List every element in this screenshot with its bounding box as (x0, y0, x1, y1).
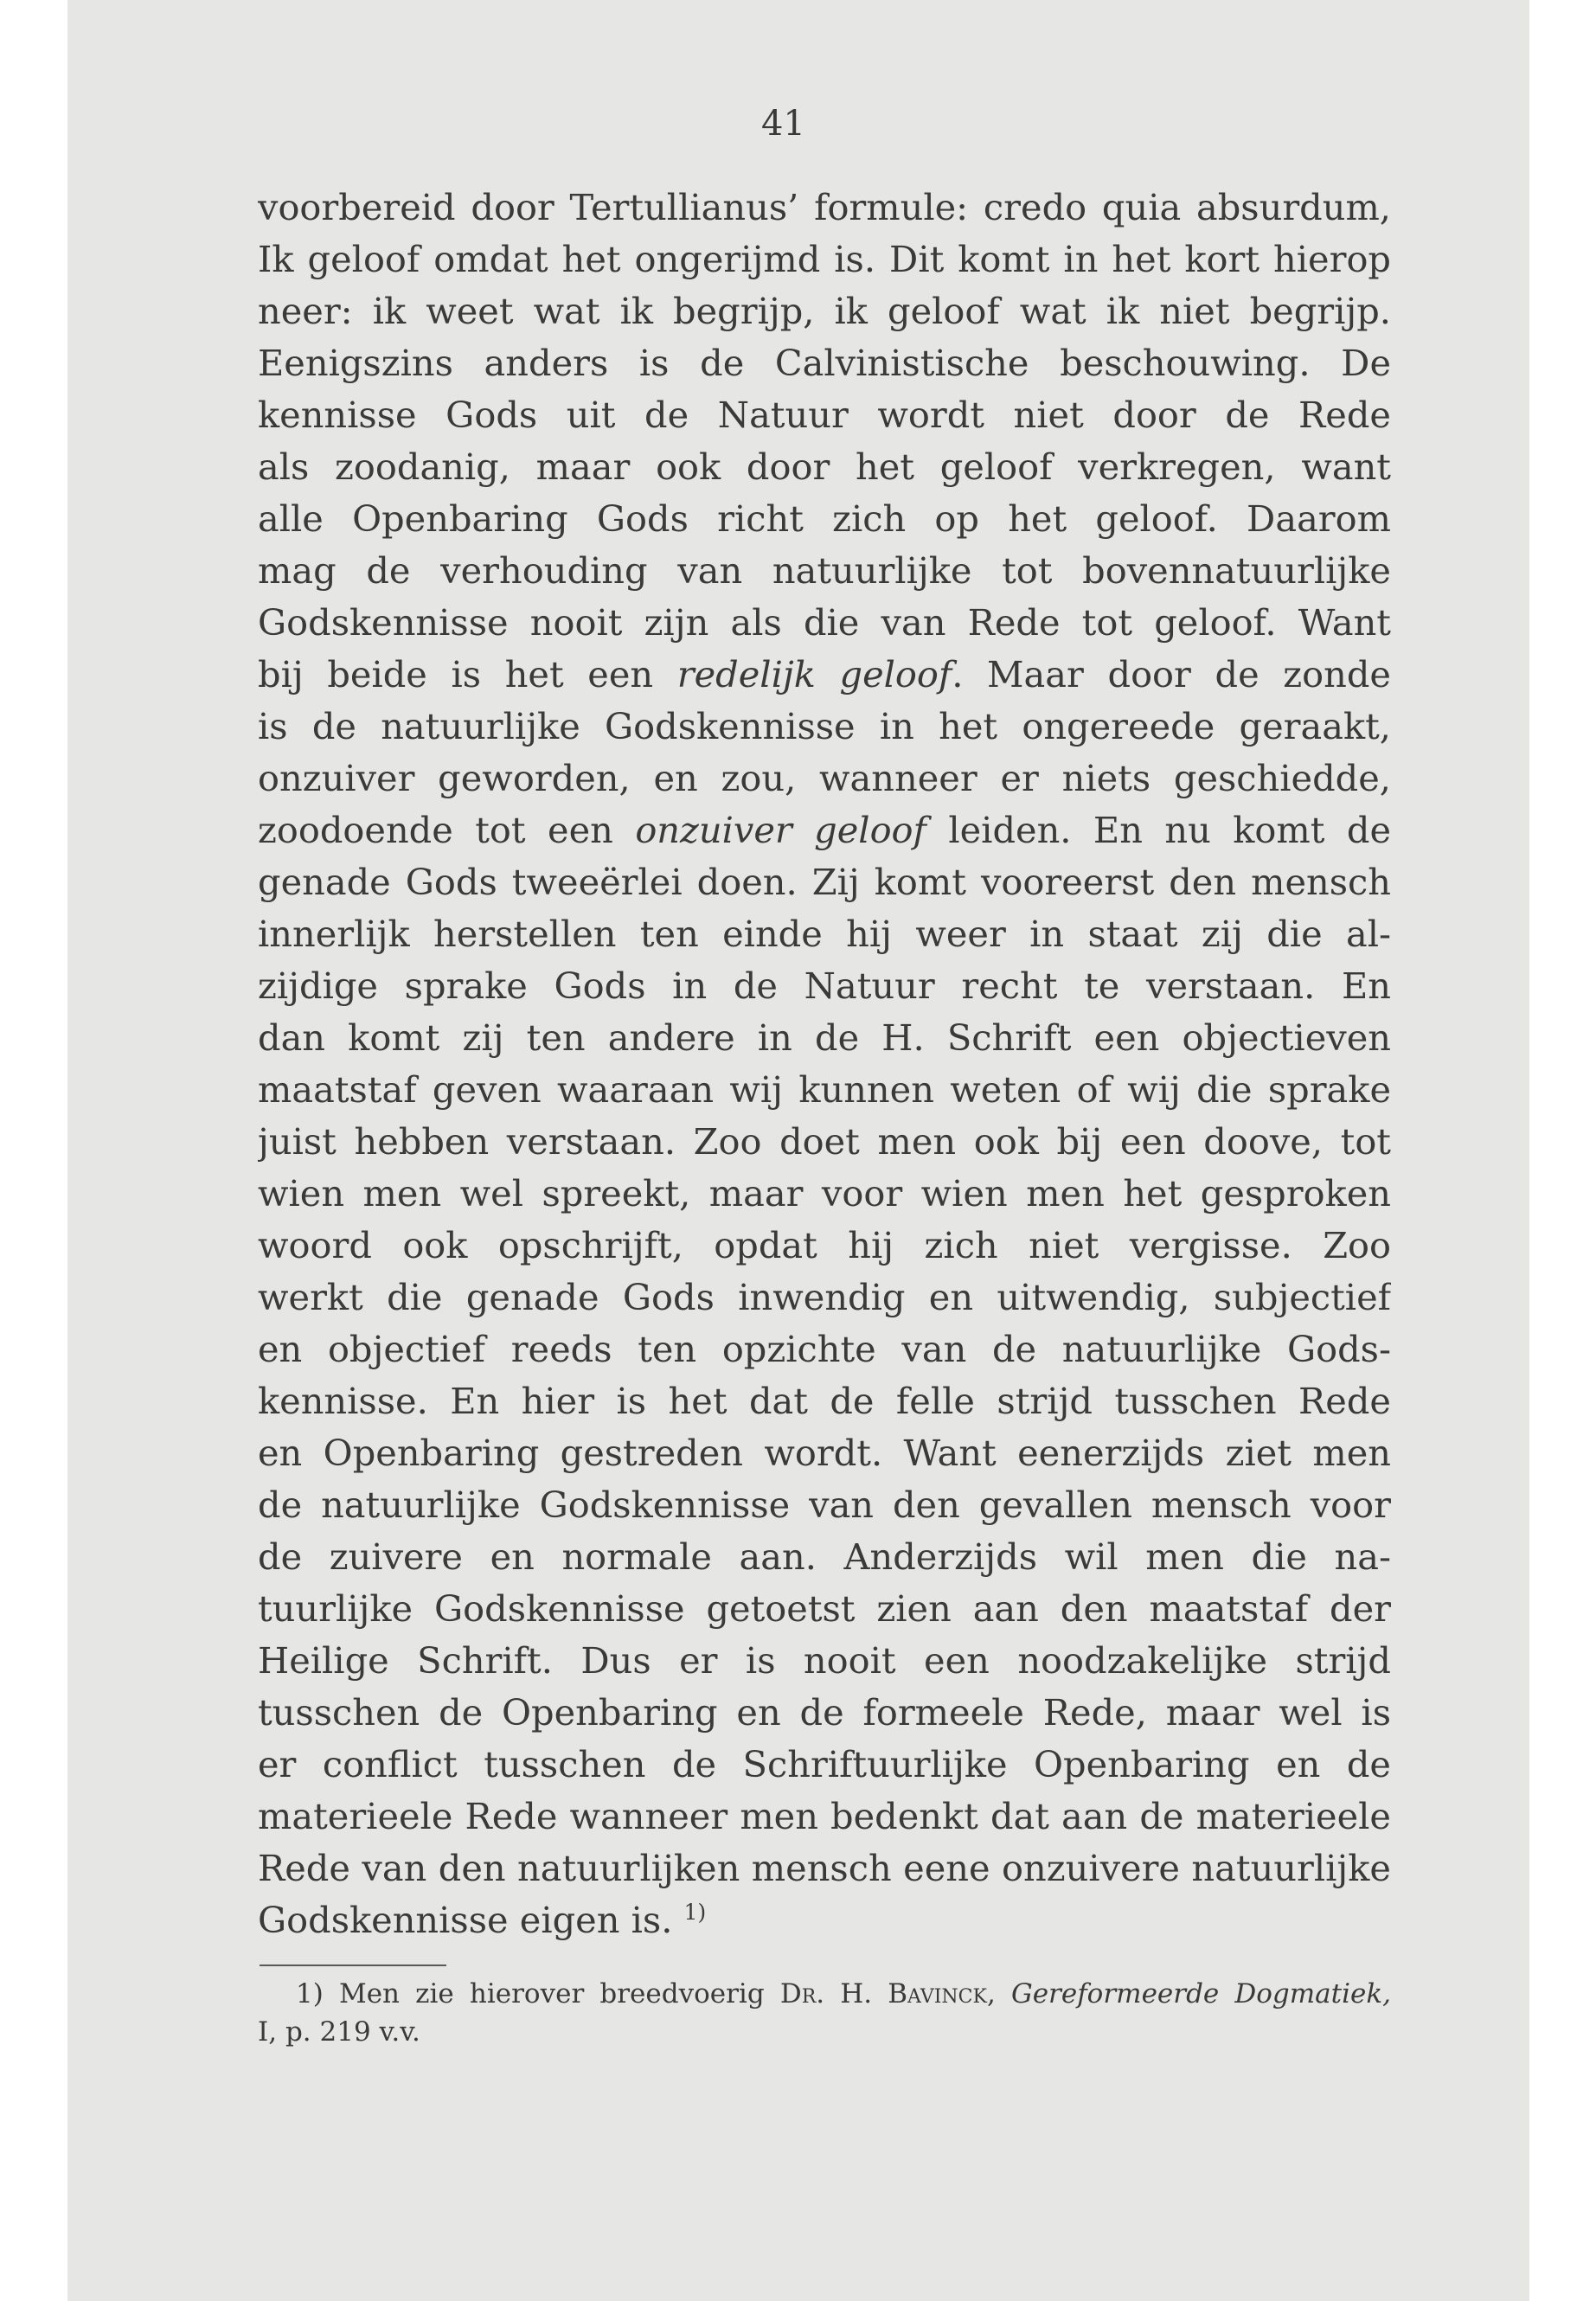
text-line: Heilige Schrift. Dus er is nooit een noodzakelijke strijd (258, 1639, 1391, 1682)
footnote-line (258, 1975, 1391, 2013)
text-line: genade Gods tweeërlei doen. Zij komt vooreerst den mensch (258, 861, 1391, 903)
text-line: voorbereid door Tertullianus’ formule: credo quia absurdum, (258, 186, 1391, 228)
text-line: Rede van den natuurlijken mensch eene onzuivere natuurlijke (258, 1847, 1391, 1889)
text-line: als zoodanig, maar ook door het geloof verkregen, want (258, 445, 1391, 488)
text-line: onzuiver geworden, en zou, wanneer er niets geschiedde, (258, 757, 1391, 799)
text-line (258, 804, 1391, 856)
text-line: juist hebben verstaan. Zoo doet men ook bij een doove, tot (258, 1120, 1391, 1163)
text-segment: zoodoende tot een (258, 809, 636, 851)
text-line: er conflict tusschen de Schriftuurlijke Openbaring en de (258, 1743, 1391, 1785)
text-line: Godskennisse nooit zijn als die van Rede tot geloof. Want (258, 601, 1391, 644)
footnote-continuation: I, p. 219 v.v. (258, 2016, 420, 2048)
text-line: dan komt zij ten andere in de H. Schrift een objectieven (258, 1016, 1391, 1059)
text-segment: Godskennisse eigen is. (258, 1899, 673, 1941)
text-line: de zuivere en normale aan. Anderzijds wil men die na- (258, 1535, 1391, 1578)
text-line: materieele Rede wanneer men bedenkt dat aan de materieele (258, 1795, 1391, 1837)
footnote-rule (260, 1965, 446, 1966)
text-line: en objectief reeds ten opzichte van de natuurlijke Gods- (258, 1328, 1391, 1370)
text-line: kennisse Gods uit de Natuur wordt niet door de Rede (258, 394, 1391, 436)
text-line: tuurlijke Godskennisse getoetst zien aan den maatstaf der (258, 1587, 1391, 1630)
footnote-reference[interactable]: 1) (683, 1900, 707, 1926)
text-line: alle Openbaring Gods richt zich op het geloof. Daarom (258, 497, 1391, 540)
emphasis-text: redelijk geloof (676, 653, 952, 695)
page-number: 41 (761, 104, 805, 144)
text-line: de natuurlijke Godskennisse van den gevallen mensch voor (258, 1484, 1391, 1526)
text-segment: bij beide is het een (258, 653, 677, 695)
text-line: neer: ik weet wat ik begrijp, ik geloof wat ik niet begrijp. (258, 290, 1391, 332)
text-line: is de natuurlijke Godskennisse in het ongereede geraakt, (258, 705, 1391, 747)
text-line: zijdige sprake Gods in de Natuur recht te verstaan. En (258, 965, 1391, 1007)
text-line: mag de verhouding van natuurlijke tot bovennatuurlijke (258, 549, 1391, 592)
text-line: Ik geloof omdat het ongerijmd is. Dit komt in het kort hierop (258, 238, 1391, 280)
text-line: tusschen de Openbaring en de formeele Rede, maar wel is (258, 1691, 1391, 1734)
scanned-page (67, 0, 1529, 2301)
text-line: kennisse. En hier is het dat de felle strijd tusschen Rede (258, 1380, 1391, 1422)
footnote-title: Gereformeerde Dogmatiek, (1010, 1978, 1391, 2009)
body-text (258, 182, 1391, 1946)
emphasis-text: onzuiver geloof (635, 809, 926, 851)
text-segment: . Maar door de zonde (952, 653, 1391, 695)
footnote-line (258, 2013, 1391, 2051)
footnote-mark: 1) (296, 1978, 324, 2009)
text-line: innerlijk herstellen ten einde hij weer in staat zij die al- (258, 913, 1391, 955)
text-line: werkt die genade Gods inwendig en uitwendig, subjectief (258, 1276, 1391, 1318)
text-line (258, 1894, 1391, 1946)
text-line: maatstaf geven waaraan wij kunnen weten of wij die sprake (258, 1068, 1391, 1111)
text-line: wien men wel spreekt, maar voor wien men het gesproken (258, 1172, 1391, 1215)
text-segment: leiden. En nu komt de (926, 809, 1391, 851)
text-line: en Openbaring gestreden wordt. Want eenerzijds ziet men (258, 1432, 1391, 1474)
text-line: Eenigszins anders is de Calvinistische beschouwing. De (258, 342, 1391, 384)
text-line: woord ook opschrijft, opdat hij zich niet vergisse. Zoo (258, 1224, 1391, 1266)
text-line (258, 649, 1391, 701)
footnote-author: Dr. H. Bavinck, (779, 1978, 996, 2009)
footnote (258, 1975, 1391, 2051)
footnote-text: Men zie hierover breedvoerig (338, 1978, 765, 2009)
